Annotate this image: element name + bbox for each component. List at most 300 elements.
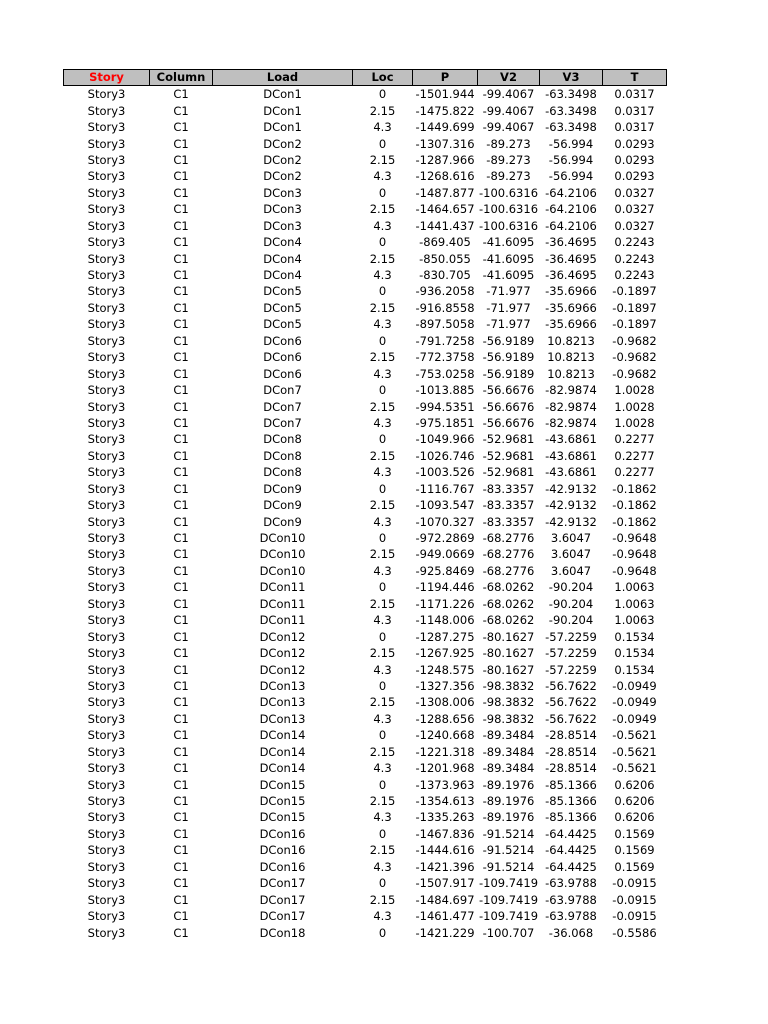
column-cell: C1 (173, 87, 189, 102)
v3-cell: -63.9788 (545, 876, 597, 891)
p-cell: -1194.446 (415, 580, 475, 595)
v3-cell: -90.204 (548, 596, 594, 611)
load-cell: DCon17 (259, 892, 306, 907)
table-row (64, 283, 667, 299)
t-cell: 0.1569 (614, 826, 655, 841)
loc-cell: 4.3 (373, 169, 392, 184)
loc-cell: 4.3 (373, 761, 392, 776)
v2-cell: -99.4067 (482, 87, 535, 102)
v3-cell: -82.9874 (545, 399, 597, 414)
column-cell: C1 (173, 646, 189, 661)
v2-cell: -56.9189 (482, 366, 535, 381)
load-cell: DCon3 (263, 185, 302, 200)
v2-cell: -71.977 (486, 317, 531, 332)
t-cell: 1.0028 (614, 383, 655, 398)
column-cell: C1 (173, 925, 189, 940)
column-cell: C1 (173, 563, 189, 578)
v3-cell: -82.9874 (545, 415, 597, 430)
story-cell: Story3 (87, 481, 126, 496)
v3-cell: -63.3498 (545, 103, 597, 118)
v3-cell: -28.8514 (545, 744, 597, 759)
loc-cell: 2.15 (369, 300, 396, 315)
v2-cell: -52.9681 (482, 465, 535, 480)
table-row (64, 809, 667, 825)
v2-cell: -109.7419 (478, 909, 539, 924)
table-row (64, 135, 667, 151)
story-cell: Story3 (87, 859, 126, 874)
v2-cell: -56.9189 (482, 350, 535, 365)
table-row (64, 481, 667, 497)
v2-cell: -89.273 (486, 136, 531, 151)
t-cell: 0.1534 (614, 629, 655, 644)
story-cell: Story3 (87, 432, 126, 447)
story-cell: Story3 (87, 531, 126, 546)
story-cell: Story3 (87, 383, 126, 398)
t-cell: -0.0915 (612, 909, 657, 924)
t-cell: 0.0293 (614, 136, 655, 151)
v2-cell: -100.6316 (478, 202, 539, 217)
column-cell: C1 (173, 202, 189, 217)
table-row (64, 497, 667, 513)
t-cell: -0.9682 (612, 333, 657, 348)
story-cell: Story3 (87, 103, 126, 118)
p-cell: -1221.318 (415, 744, 475, 759)
load-cell: DCon12 (259, 629, 306, 644)
story-cell: Story3 (87, 547, 126, 562)
load-cell: DCon17 (259, 876, 306, 891)
column-cell: C1 (173, 448, 189, 463)
column-cell: C1 (173, 103, 189, 118)
loc-cell: 0 (378, 333, 387, 348)
p-cell: -1013.885 (415, 383, 475, 398)
v3-cell: -36.4695 (545, 235, 597, 250)
load-cell: DCon15 (259, 810, 306, 825)
p-cell: -1148.006 (415, 613, 475, 628)
v3-cell: -63.9788 (545, 909, 597, 924)
p-cell: -1475.822 (415, 103, 475, 118)
v3-cell: -85.1366 (545, 794, 597, 809)
table-row (64, 530, 667, 546)
t-cell: 1.0063 (614, 580, 655, 595)
loc-cell: 2.15 (369, 892, 396, 907)
v2-cell: -56.6676 (482, 415, 535, 430)
story-cell: Story3 (87, 218, 126, 233)
story-cell: Story3 (87, 284, 126, 299)
loc-cell: 4.3 (373, 711, 392, 726)
column-cell: C1 (173, 810, 189, 825)
loc-cell: 2.15 (369, 251, 396, 266)
v2-cell: -89.273 (486, 152, 531, 167)
p-cell: -1467.836 (415, 826, 475, 841)
v3-cell: -64.2106 (545, 185, 597, 200)
p-cell: -949.0669 (415, 547, 475, 562)
loc-cell: 4.3 (373, 810, 392, 825)
table-row (64, 645, 667, 661)
column-cell: C1 (173, 580, 189, 595)
header-row (64, 70, 667, 86)
column-cell: C1 (173, 531, 189, 546)
loc-cell: 0 (378, 185, 387, 200)
v2-cell: -56.9189 (482, 333, 535, 348)
v2-cell: -91.5214 (482, 843, 535, 858)
p-cell: -1308.006 (415, 695, 475, 710)
loc-cell: 0 (378, 925, 387, 940)
v3-cell: -42.9132 (545, 481, 597, 496)
t-cell: -0.5621 (612, 744, 657, 759)
load-cell: DCon10 (259, 531, 306, 546)
header-loc: Loc (353, 70, 413, 86)
header-t: T (603, 70, 667, 86)
v2-cell: -89.1976 (482, 794, 535, 809)
table-row (64, 415, 667, 431)
v3-cell: -63.3498 (545, 87, 597, 102)
column-cell: C1 (173, 152, 189, 167)
loc-cell: 4.3 (373, 218, 392, 233)
v3-cell: -36.4695 (545, 268, 597, 283)
v3-cell: -90.204 (548, 613, 594, 628)
loc-cell: 0 (378, 580, 387, 595)
load-cell: DCon17 (259, 909, 306, 924)
loc-cell: 0 (378, 826, 387, 841)
loc-cell: 4.3 (373, 120, 392, 135)
story-cell: Story3 (87, 662, 126, 677)
loc-cell: 0 (378, 728, 387, 743)
loc-cell: 2.15 (369, 448, 396, 463)
v3-cell: -35.6966 (545, 317, 597, 332)
v3-cell: -57.2259 (545, 646, 597, 661)
story-cell: Story3 (87, 695, 126, 710)
load-cell: DCon11 (259, 580, 306, 595)
v3-cell: -90.204 (548, 580, 594, 595)
column-cell: C1 (173, 399, 189, 414)
loc-cell: 4.3 (373, 613, 392, 628)
table-row (64, 628, 667, 644)
v2-cell: -80.1627 (482, 629, 535, 644)
p-cell: -1464.657 (415, 202, 475, 217)
table-row (64, 513, 667, 529)
load-cell: DCon12 (259, 662, 306, 677)
v3-cell: -63.9788 (545, 892, 597, 907)
v3-cell: 10.8213 (547, 350, 595, 365)
t-cell: -0.1862 (612, 481, 657, 496)
v3-cell: -56.7622 (545, 678, 597, 693)
story-cell: Story3 (87, 268, 126, 283)
t-cell: -0.9682 (612, 350, 657, 365)
t-cell: 0.0327 (614, 185, 655, 200)
p-cell: -772.3758 (415, 350, 475, 365)
table-row (64, 661, 667, 677)
t-cell: 1.0028 (614, 415, 655, 430)
p-cell: -936.2058 (415, 284, 475, 299)
p-cell: -916.8558 (415, 300, 475, 315)
t-cell: -0.0915 (612, 876, 657, 891)
v2-cell: -109.7419 (478, 892, 539, 907)
table-row (64, 398, 667, 414)
column-cell: C1 (173, 300, 189, 315)
t-cell: 0.0327 (614, 202, 655, 217)
loc-cell: 2.15 (369, 547, 396, 562)
v2-cell: -91.5214 (482, 826, 535, 841)
load-cell: DCon18 (259, 925, 306, 940)
v3-cell: -36.4695 (545, 251, 597, 266)
story-cell: Story3 (87, 87, 126, 102)
loc-cell: 4.3 (373, 268, 392, 283)
p-cell: -1201.968 (415, 761, 475, 776)
table-body (64, 86, 667, 941)
column-cell: C1 (173, 284, 189, 299)
t-cell: -0.5621 (612, 761, 657, 776)
column-cell: C1 (173, 465, 189, 480)
v3-cell: -56.7622 (545, 711, 597, 726)
v2-cell: -100.6316 (478, 185, 539, 200)
table-row (64, 86, 667, 103)
load-cell: DCon6 (263, 350, 302, 365)
load-cell: DCon2 (263, 136, 302, 151)
v3-cell: -82.9874 (545, 383, 597, 398)
column-cell: C1 (173, 728, 189, 743)
load-cell: DCon5 (263, 317, 302, 332)
story-cell: Story3 (87, 448, 126, 463)
p-cell: -1248.575 (415, 662, 475, 677)
load-cell: DCon6 (263, 333, 302, 348)
p-cell: -1444.616 (415, 843, 475, 858)
p-cell: -1373.963 (415, 777, 475, 792)
v3-cell: -28.8514 (545, 761, 597, 776)
loc-cell: 0 (378, 432, 387, 447)
story-cell: Story3 (87, 826, 126, 841)
v2-cell: -89.3484 (482, 744, 535, 759)
load-cell: DCon5 (263, 284, 302, 299)
story-cell: Story3 (87, 251, 126, 266)
loc-cell: 4.3 (373, 415, 392, 430)
story-cell: Story3 (87, 596, 126, 611)
v2-cell: -68.0262 (482, 580, 535, 595)
header-story: Story (64, 70, 150, 86)
v3-cell: -43.6861 (545, 465, 597, 480)
v2-cell: -71.977 (486, 284, 531, 299)
v2-cell: -52.9681 (482, 448, 535, 463)
table-row (64, 333, 667, 349)
v3-cell: -56.994 (548, 169, 594, 184)
table-row (64, 168, 667, 184)
table-row (64, 218, 667, 234)
load-cell: DCon9 (263, 481, 302, 496)
v2-cell: -83.3357 (482, 481, 535, 496)
p-cell: -1070.327 (415, 514, 475, 529)
v2-cell: -68.0262 (482, 596, 535, 611)
story-cell: Story3 (87, 235, 126, 250)
load-cell: DCon16 (259, 826, 306, 841)
load-cell: DCon16 (259, 859, 306, 874)
t-cell: -0.0915 (612, 892, 657, 907)
t-cell: 0.2243 (614, 235, 655, 250)
loc-cell: 2.15 (369, 843, 396, 858)
table-row (64, 431, 667, 447)
v3-cell: -28.8514 (545, 728, 597, 743)
t-cell: 0.0317 (614, 103, 655, 118)
loc-cell: 2.15 (369, 399, 396, 414)
load-cell: DCon14 (259, 744, 306, 759)
loc-cell: 0 (378, 777, 387, 792)
v2-cell: -56.6676 (482, 399, 535, 414)
p-cell: -1287.966 (415, 152, 475, 167)
v2-cell: -89.3484 (482, 728, 535, 743)
p-cell: -1501.944 (415, 87, 475, 102)
table-row (64, 349, 667, 365)
t-cell: -0.1897 (612, 317, 657, 332)
t-cell: 0.6206 (614, 810, 655, 825)
header-v2: V2 (478, 70, 540, 86)
p-cell: -994.5351 (415, 399, 475, 414)
loc-cell: 2.15 (369, 152, 396, 167)
load-cell: DCon4 (263, 251, 302, 266)
p-cell: -791.7258 (415, 333, 475, 348)
column-cell: C1 (173, 909, 189, 924)
load-cell: DCon7 (263, 415, 302, 430)
load-cell: DCon5 (263, 300, 302, 315)
table-row (64, 365, 667, 381)
load-cell: DCon12 (259, 646, 306, 661)
story-cell: Story3 (87, 514, 126, 529)
v2-cell: -100.6316 (478, 218, 539, 233)
column-cell: C1 (173, 695, 189, 710)
p-cell: -1507.917 (415, 876, 475, 891)
t-cell: -0.1897 (612, 284, 657, 299)
header-load: Load (213, 70, 353, 86)
load-cell: DCon8 (263, 465, 302, 480)
t-cell: -0.5586 (612, 925, 657, 940)
table-row (64, 744, 667, 760)
v2-cell: -52.9681 (482, 432, 535, 447)
table-row (64, 776, 667, 792)
loc-cell: 4.3 (373, 317, 392, 332)
load-cell: DCon13 (259, 711, 306, 726)
p-cell: -869.405 (419, 235, 471, 250)
column-cell: C1 (173, 218, 189, 233)
t-cell: -0.9648 (612, 531, 657, 546)
column-cell: C1 (173, 268, 189, 283)
v3-cell: -57.2259 (545, 629, 597, 644)
column-cell: C1 (173, 547, 189, 562)
p-cell: -1049.966 (415, 432, 475, 447)
p-cell: -1421.229 (415, 925, 475, 940)
column-cell: C1 (173, 711, 189, 726)
load-cell: DCon9 (263, 498, 302, 513)
loc-cell: 2.15 (369, 646, 396, 661)
load-cell: DCon4 (263, 235, 302, 250)
load-cell: DCon10 (259, 563, 306, 578)
header-column: Column (150, 70, 213, 86)
v3-cell: 10.8213 (547, 333, 595, 348)
load-cell: DCon13 (259, 695, 306, 710)
loc-cell: 4.3 (373, 662, 392, 677)
p-cell: -1449.699 (415, 120, 475, 135)
column-cell: C1 (173, 892, 189, 907)
load-cell: DCon8 (263, 448, 302, 463)
table-row (64, 464, 667, 480)
v2-cell: -80.1627 (482, 662, 535, 677)
table-row (64, 711, 667, 727)
v3-cell: -35.6966 (545, 300, 597, 315)
p-cell: -1484.697 (415, 892, 475, 907)
loc-cell: 2.15 (369, 695, 396, 710)
column-cell: C1 (173, 415, 189, 430)
loc-cell: 0 (378, 235, 387, 250)
column-cell: C1 (173, 136, 189, 151)
loc-cell: 4.3 (373, 514, 392, 529)
loc-cell: 2.15 (369, 350, 396, 365)
column-cell: C1 (173, 613, 189, 628)
story-cell: Story3 (87, 415, 126, 430)
table-row (64, 152, 667, 168)
v3-cell: -35.6966 (545, 284, 597, 299)
story-cell: Story3 (87, 744, 126, 759)
column-cell: C1 (173, 794, 189, 809)
v3-cell: -64.2106 (545, 202, 597, 217)
story-cell: Story3 (87, 613, 126, 628)
v2-cell: -89.3484 (482, 761, 535, 776)
load-cell: DCon9 (263, 514, 302, 529)
v2-cell: -68.0262 (482, 613, 535, 628)
v2-cell: -98.3832 (482, 695, 535, 710)
story-cell: Story3 (87, 563, 126, 578)
load-cell: DCon1 (263, 120, 302, 135)
story-cell: Story3 (87, 580, 126, 595)
story-cell: Story3 (87, 120, 126, 135)
v3-cell: -85.1366 (545, 777, 597, 792)
table-row (64, 102, 667, 118)
table-row (64, 546, 667, 562)
column-cell: C1 (173, 120, 189, 135)
column-cell: C1 (173, 251, 189, 266)
story-cell: Story3 (87, 185, 126, 200)
load-cell: DCon7 (263, 399, 302, 414)
v3-cell: -64.2106 (545, 218, 597, 233)
v2-cell: -98.3832 (482, 678, 535, 693)
v3-cell: -36.068 (548, 925, 594, 940)
table-row (64, 579, 667, 595)
v2-cell: -68.2776 (482, 531, 535, 546)
column-cell: C1 (173, 317, 189, 332)
v3-cell: -64.4425 (545, 843, 597, 858)
v2-cell: -91.5214 (482, 859, 535, 874)
p-cell: -753.0258 (415, 366, 475, 381)
table-row (64, 612, 667, 628)
column-cell: C1 (173, 333, 189, 348)
t-cell: 0.1569 (614, 859, 655, 874)
p-cell: -850.055 (419, 251, 471, 266)
load-cell: DCon3 (263, 202, 302, 217)
column-cell: C1 (173, 383, 189, 398)
p-cell: -1116.767 (415, 481, 475, 496)
story-cell: Story3 (87, 876, 126, 891)
header-p: P (413, 70, 478, 86)
column-cell: C1 (173, 514, 189, 529)
p-cell: -1487.877 (415, 185, 475, 200)
load-cell: DCon14 (259, 728, 306, 743)
p-cell: -1267.925 (415, 646, 475, 661)
story-cell: Story3 (87, 202, 126, 217)
column-cell: C1 (173, 629, 189, 644)
table-row (64, 119, 667, 135)
p-cell: -830.705 (419, 268, 471, 283)
column-cell: C1 (173, 777, 189, 792)
p-cell: -1461.477 (415, 909, 475, 924)
story-cell: Story3 (87, 498, 126, 513)
p-cell: -1003.526 (415, 465, 475, 480)
loc-cell: 0 (378, 629, 387, 644)
v2-cell: -56.6676 (482, 383, 535, 398)
